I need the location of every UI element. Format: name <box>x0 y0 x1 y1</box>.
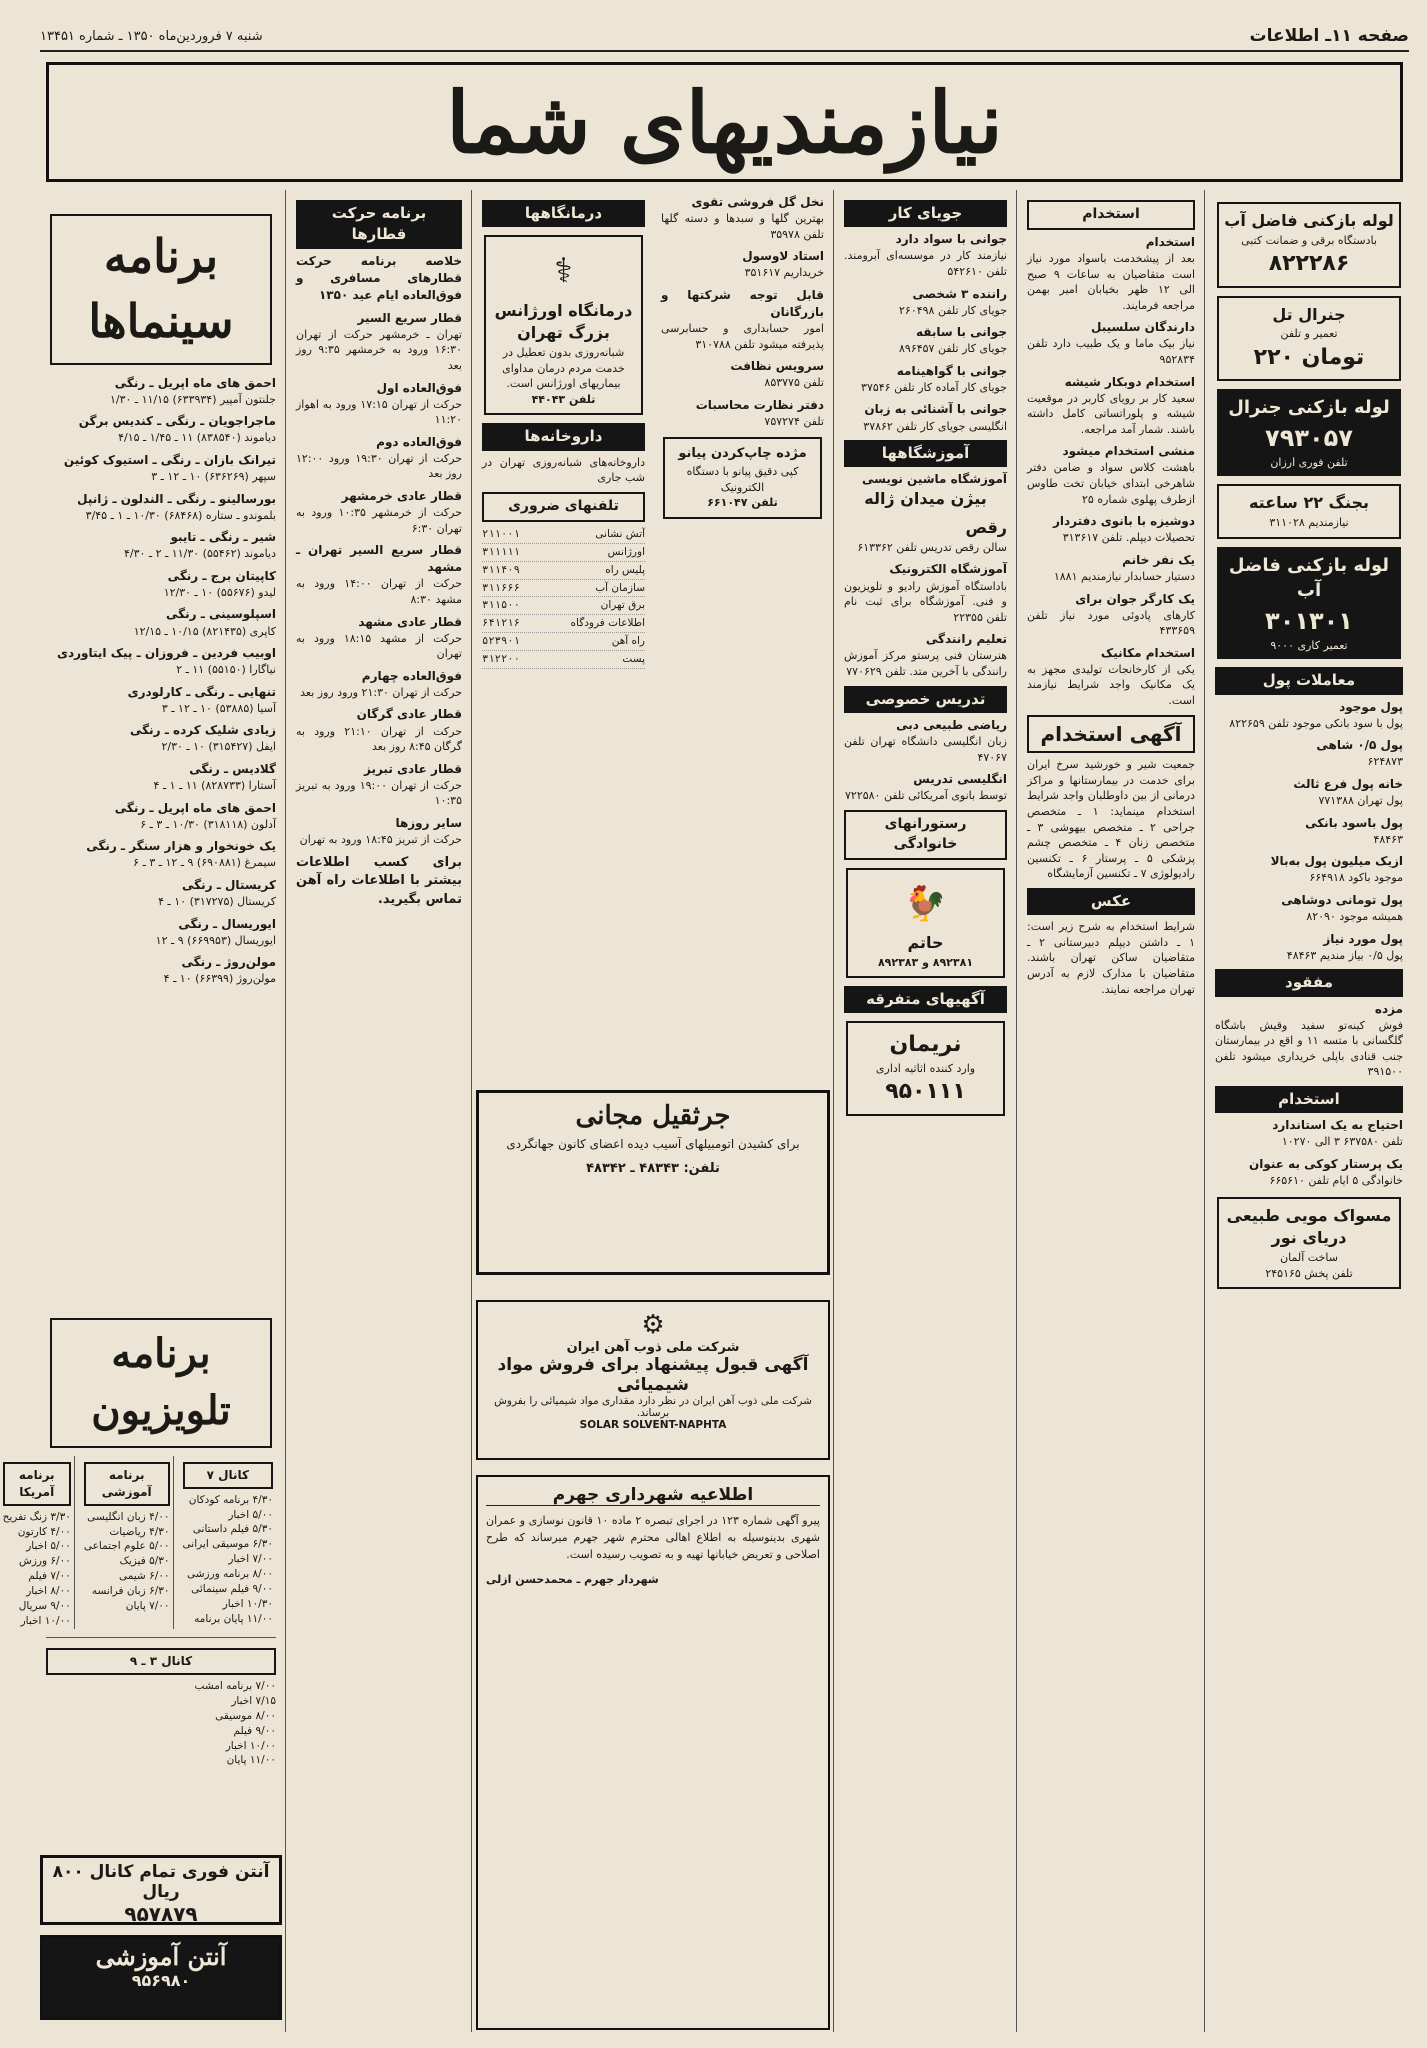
money-item: پول ۰/۵ شاهی ۶۲۴۸۷۳ <box>1316 738 1403 769</box>
page-number: صفحه ۱۱ـ اطلاعات <box>1249 26 1409 46</box>
directory-row: اورژانس ۳۱۱۱۱۱ <box>482 544 645 562</box>
notice-jahrom-municipality: اطلاعیه شهرداری جهرم پیرو آگهی شماره ۱۲۳ در اجرای تبصره ۲ ماده ۱۰ قانون نوسازی و عمران شهری بدینوسیله به اطلاع اهالی محترم شهر جهرم میرساند که طرح اصلاحی و تعریض خیابانها تهیه و به تصویب رسیده است. شهردار جهرم ـ محمدحسن ازلی <box>476 1475 830 2030</box>
issue-number: شماره ۱۳۴۵۱ <box>40 28 115 44</box>
ad-iron-company: ⚙ شرکت ملی ذوب آهن ایران آگهی قبول پیشنهاد برای فروش مواد شیمیائی شرکت ملی ذوب آهن ایران در نظر دارد مقداری مواد شیمیائی را بفروش برساند. SOLAR SOLVENT-NAPHTA <box>476 1300 830 1460</box>
hire-item: استخدام بعد از پیشخدمت باسواد مورد نیاز است متقاضیان به ساعات ۹ صبح الی ۱۲ ظهر بخیابان امیر بهمن مراجعه فرمایند. <box>1027 234 1195 312</box>
section-header-lost: مفقود <box>1215 969 1403 996</box>
section-header-work: جویای کار <box>844 200 1007 227</box>
issue-info <box>40 29 263 44</box>
ad-drain-1: لوله بازکنی فاضل آب بادستگاه برقی و ضمانت کتبی ۸۲۲۲۸۶ <box>1217 202 1401 288</box>
money-item: پول مورد نیاز پول ۰/۵ بیاز مندیم ۴۸۴۶۳ <box>1286 931 1403 962</box>
column-divider <box>833 190 834 2032</box>
ad-antenna-1: آنتن فوری تمام کانال ۸۰۰ ریال ۹۵۷۸۷۹ <box>40 1855 282 1925</box>
money-item: پول موجود پول با سود بانکی موجود تلفن ۸۲۲۶۵۹ <box>1229 699 1403 730</box>
section-header-misc: آگهیهای متفرقه <box>844 986 1007 1013</box>
work-item: جوانی با آشنائی به زبان انگلیسی جویای کار تلفن ۳۷۸۶۲ <box>863 402 1007 433</box>
photo-body: شرایط استخدام به شرح زیر است: ۱ ـ داشتن دیپلم دبیرستانی ۲ ـ متقاضیان ساکن تهران باشند. متقاضیان با مدارک لازم به آدرس تهران مراجعه نمایند. <box>1027 920 1195 996</box>
pharmacy-body: داروخانه‌های شبانه‌روزی تهران در شب جاری <box>482 455 645 485</box>
directory-row: اطلاعات فرودگاه ۶۴۱۲۱۶ <box>482 615 645 633</box>
hire-item: منشی استخدام میشود باهشت کلاس سواد و ضامن دفتر شاهرخی ابتدای خیابان تخت طاوس ازطرف پهلوی شماره ۲۵ <box>1027 444 1195 506</box>
ad-general-tel: جنرال تل تعمیر و تلفن ۲۲۰ تومان <box>1217 296 1401 382</box>
page-date: شنبه ۷ فروردین‌ماه ۱۳۵۰ ـ <box>118 28 263 44</box>
column-cinema <box>40 190 282 1288</box>
service-item: استاد لاوسول خریداریم ۳۵۱۶۱۷ <box>742 249 824 280</box>
train-item: قطار عادی گرگان حرکت از تهران ۲۱:۱۰ ورود به گرگان ۸:۴۵ روز بعد <box>296 707 462 754</box>
hire-item: یک کارگر جوان برای کارهای پادوئی مورد نیاز تلفن ۴۳۳۶۵۹ <box>1027 591 1195 638</box>
train-item: قطار سریع السیر تهران ـ خرمشهر حرکت از تهران ۱۶:۳۰ ورود به خرمشهر ۹:۳۵ روز بعد <box>296 310 462 372</box>
film-item: یک خونخوار و هزار سنگر ـ رنگی سیمرغ (۶۹۰۸۸۱) ۹ ـ ۱۲ ـ ۳ ـ ۶ <box>86 839 276 870</box>
train-item: قطار عادی تبریز حرکت از تهران ۱۹:۰۰ ورود به تبریز ۱۰:۳۵ <box>296 761 462 808</box>
column-clinics <box>476 190 651 1083</box>
directory-row: پست ۳۱۲۲۰۰ <box>482 651 645 669</box>
hire-item: دوشیزه با بانوی دفتردار تحصیلات دیپلم. تلفن ۳۱۳۶۱۷ <box>1052 514 1195 545</box>
phone-directory <box>482 526 645 669</box>
rooster-icon: 🐓 <box>904 883 947 924</box>
tv-program-title: برنامه تلویزیون <box>50 1318 272 1448</box>
directory-row: برق تهران ۳۱۱۵۰۰ <box>482 597 645 615</box>
section-header-directory: تلفنهای ضروری <box>482 492 645 522</box>
ad-bijang: بجنگ ۲۲ ساعته نیازمندیم ۳۱۱۰۲۸ <box>1217 484 1401 538</box>
ad-nariman: نریمان وارد کننده اثاثیه اداری ۹۵۰۱۱۱ <box>846 1021 1005 1115</box>
ad-restaurant-hatam: 🐓 حاتم ۸۹۲۳۸۱ و ۸۹۲۳۸۳ <box>846 868 1005 979</box>
section-header-hire-2: استخدام <box>1215 1086 1403 1113</box>
section-header-money: معاملات پول <box>1215 667 1403 694</box>
service-item: دفتر نظارت محاسبات تلفن ۷۵۷۲۷۴ <box>695 397 824 428</box>
train-item: فوق‌العاده چهارم حرکت از تهران ۲۱:۳۰ ورود روز بعد <box>300 668 462 699</box>
lost-item: مزده فوش کینه‌تو سفید وقیش باشگاه گلگسانی با متسه ۱۱ و اقع در بیمارستان جنب قنادی باپلی خریداری میشود تلفن ۳۹۱۵۰۰ <box>1215 1001 1403 1079</box>
film-item: احمق های ماه اپریل ـ رنگی جلنتون آمپیر (۶۳۳۹۳۴) ۱۱/۱۵ ـ ۱/۳۰ <box>109 375 276 406</box>
ad-drain-general: لوله بازکنی جنرال ۷۹۳۰۵۷ تلفن فوری ارزان <box>1217 389 1401 476</box>
column-divider <box>471 190 472 2032</box>
film-item: اسپلوسینی ـ رنگی کاپری (۸۲۱۴۳۵) ۱۰/۱۵ ـ ۱۲/۱۵ <box>133 607 276 638</box>
directory-row: راه آهن ۵۲۳۹۰۱ <box>482 633 645 651</box>
section-banner: نیازمندیهای شما <box>46 62 1403 182</box>
column-hiring <box>1021 190 1201 2032</box>
column-tv <box>2 1300 282 1848</box>
money-item: پول تومانی دوشاهی همیشه موجود ۸۲۰۹۰ <box>1281 892 1403 923</box>
film-item: بورسالینو ـ رنگی ـ الندلون ـ ژانپل بلموندو ـ ستاره (۶۸۴۶۸) ۱۰/۳۰ ـ ۱ ـ ۳/۴۵ <box>77 491 276 522</box>
section-header-hire: استخدام <box>1027 200 1195 230</box>
film-item: اوبیب فردین ـ فروزان ـ پیک ایتاوردی نیاگارا (۵۵۱۵۰) ۱۱ ـ ۲ <box>56 646 276 677</box>
film-item: شیر ـ رنگی ـ تایبو دیاموند (۵۵۴۶۲) ۱۱/۳۰ ـ ۲ ـ ۴/۳۰ <box>124 530 276 561</box>
film-item: کریستال ـ رنگی کریستال (۳۱۷۲۷۵) ۱۰ ـ ۴ <box>158 877 276 908</box>
section-header-restaurants: رستورانهای خانوادگی <box>844 810 1007 860</box>
train-item: فوق‌العاده اول حرکت از تهران ۱۷:۱۵ ورود به اهواز ۱۱:۲۰ <box>296 380 462 427</box>
ad-drain-2: لوله بازکنی فاضل آب ۳۰۱۳۰۱ تعمیر کاری ۹۰۰۰ <box>1217 547 1401 660</box>
page-header <box>40 22 1409 52</box>
column-jobs-schools <box>838 190 1013 2032</box>
money-item: پول باسود بانکی ۴۸۴۶۳ <box>1305 815 1403 846</box>
directory-row: سازمان آب ۳۱۱۶۶۶ <box>482 580 645 598</box>
hire-item: استخدام دوبکار شیشه سعید کار بر رویای کاربر در موقعیت شیشه و پلوراتساتی کامل داشته باشند. شمار آمد مراجعه. <box>1027 374 1195 436</box>
school-item: آموزشگاه ماشین نویسی بیژن میدان ژاله <box>861 472 1007 509</box>
column-trains <box>290 190 468 2032</box>
train-item: قطار سریع السیر تهران ـ مشهد حرکت از تهران ۱۴:۰۰ ورود به مشهد ۸:۳۰ <box>296 543 462 606</box>
column-services-right <box>655 190 830 1083</box>
hire-item: یک پرستار کوکی به عنوان خانوادگی ۵ ایام تلفن ۶۶۵۶۱۰ <box>1249 1156 1403 1187</box>
newspaper-page <box>2 0 1427 2048</box>
film-item: گلادیس ـ رنگی آستارا (۸۲۸۷۳۳) ۱۱ ـ ۱ ـ ۴ <box>153 762 276 793</box>
train-intro: خلاصه برنامه حرکت قطارهای مسافری و فوق‌العاده ایام عید ۱۳۵۰ <box>296 253 462 302</box>
directory-row: پلیس راه ۳۱۱۴۰۹ <box>482 562 645 580</box>
private-item: ریاضی طبیعی دبی زبان انگلیسی دانشگاه تهران تلفن ۴۷۰۶۷ <box>844 717 1007 764</box>
money-item: ازیک میلیون پول به‌بالا موجود باکود ۶۶۴۹۱۸ <box>1270 854 1403 885</box>
hire-item: دارندگان سلسیبل نیاز بیک ماما و یک طبیب دارد تلفن ۹۵۲۸۳۴ <box>1027 320 1195 366</box>
service-item: قابل توجه شرکتها و بازرگانان امور حسابداری و حسابرسی پذیرفته میشود تلفن ۳۱۰۷۸۸ <box>661 287 824 351</box>
section-header-schools: آموزشگاهها <box>844 440 1007 467</box>
column-ads-money <box>1209 190 1409 2032</box>
money-item: خانه پول فرع ثالث پول تهران ۷۷۱۳۸۸ <box>1293 777 1403 808</box>
train-item: سایر روزها حرکت از تبریز ۱۸:۴۵ ورود به تهران <box>299 815 462 846</box>
service-item: نخل گل فروشی تقوی بهترین گلها و سبدها و دسته گلها تلفن ۳۵۹۷۸ <box>661 195 824 241</box>
section-header-private: تدریس خصوصی <box>844 686 1007 713</box>
tv-channel: کانال ۷ ۴/۳۰ برنامه کودکان ۵/۰۰ اخبار ۵/۳۰ فیلم داستانی ۶/۳۰ موسیقی ایرانی ۷/۰۰ اخبار ۸/۰۰ برنامه ورزشی ۹/۰۰ فیلم سینمائی ۱۰/۳۰ اخبار ۱۱/۰۰ پایان برنامه <box>180 1456 276 1629</box>
hire-item: احتیاج به یک استاندارد تلفن ۶۳۷۵۸۰ ۳ الی ۱۰۲۷۰ <box>1272 1118 1403 1149</box>
train-item: قطار عادی خرمشهر حرکت از خرمشهر ۱۰:۳۵ ورود به تهران ۶:۳۰ <box>296 489 462 535</box>
company-emblem-icon: ⚙ <box>641 1310 665 1340</box>
film-item: زیادی شلیک کرده ـ رنگی ایفل (۳۱۵۴۲۷) ۱۰ ـ ۲/۳۰ <box>130 723 276 754</box>
ad-antenna-2: آنتن آموزشی ۹۵۶۹۸۰ <box>40 1935 282 2020</box>
section-header-trains: برنامه حرکت قطارها <box>296 200 462 249</box>
ad-piano-copy: مژده چاپ‌کردن پیانو کپی دقیق پیانو با دستگاه الکترونیک تلفن ۶۶۱۰۴۷ <box>663 437 822 518</box>
school-item: آموزشگاه الکترونیک باداستگاه آموزش رادیو و تلویزیون و فنی. آموزشگاه برای ثبت نام تلفن ۲۲۳۵۵ <box>844 562 1007 624</box>
ad-free-crane: جرثقیل مجانی برای کشیدن اتومبیلهای آسیب دیده اعضای کانون جهانگردی تلفن: ۴۸۳۴۳ ـ ۴۸۳۴۲ <box>476 1090 830 1275</box>
film-item: تیرانک بازان ـ رنگی ـ استیوک کوئین سپهر (۶۳۶۲۶۹) ۱۰ ـ ۱۲ ـ ۳ <box>63 452 276 483</box>
directory-row: آتش نشانی ۲۱۱۰۰۱ <box>482 526 645 544</box>
tv-channel: برنامه آموزشی ۴/۰۰ زبان انگلیسی ۴/۳۰ ریاضیات ۵/۰۰ علوم اجتماعی ۵/۳۰ فیزیک ۶/۰۰ شیمی ۶/۳۰ زبان فرانسه ۷/۰۰ پایان <box>81 1456 174 1629</box>
work-item: راننده ۳ شخصی جویای کار تلفن ۲۶۰۴۹۸ <box>899 286 1007 317</box>
private-item: انگلیسی تدریس توسط بانوی آمریکائی تلفن ۷۲۲۵۸۰ <box>845 772 1007 803</box>
tv-channel-grid <box>2 1456 276 1629</box>
notice-body: جمعیت شیر و خورشید سرخ ایران برای خدمت در بیمارستانها و مراکز درمانی از بین داوطلبان واجد شرایط استخدام مینماید: ۱ ـ متخصص جراحی ۲ ـ متخصص بیهوشی ۳ ـ متخصص زنان ۴ ـ متخصص چشم پزشکی ۵ ـ پرستار ۶ ـ تکنسین رادیولوژی ۷ ـ تکنسین آزمایشگاه <box>1027 758 1196 881</box>
tv-channel: برنامه آمریکا ۳/۳۰ زنگ تفریح ۴/۰۰ کارتون ۵/۰۰ اخبار ۶/۰۰ ورزش ۷/۰۰ فیلم ۸/۰۰ اخبار ۹/۰۰ سریال ۱۰/۰۰ اخبار <box>0 1456 75 1629</box>
clinic-emblem-icon: ⚕ <box>554 251 573 292</box>
film-item: کاپیتان برج ـ رنگی لیدو (۵۵۶۷۶) ۱۰ ـ ۱۲/۳۰ <box>163 568 276 599</box>
train-item: قطار عادی مشهد حرکت از مشهد ۱۸:۱۵ ورود به تهران <box>296 614 462 661</box>
ad-toothbrush: مسواک مویی طبیعی دریای نور ساخت آلمان تلفن پخش ۲۴۵۱۶۵ <box>1217 1197 1401 1290</box>
hire-item: یک نفر خانم دستیار حسابدار نیازمندیم ۱۸۸۱ <box>1053 552 1195 583</box>
service-item: سرویس نظافت تلفن ۸۵۳۷۷۵ <box>730 359 824 390</box>
section-header-photo: عکس <box>1027 888 1195 915</box>
section-header-pharmacy: داروخانه‌ها <box>482 423 645 450</box>
work-item: جوانی با سواد دارد نیازمند کار در موسسه‌ای آبرومند. تلفن ۵۴۲۶۱۰ <box>844 232 1007 278</box>
film-list <box>46 375 276 993</box>
column-divider <box>1204 190 1205 2032</box>
film-item: ایوریسال ـ رنگی ایوریسال (۶۶۹۹۵۳) ۹ ـ ۱۲ <box>155 916 276 947</box>
column-divider <box>1016 190 1017 2032</box>
school-item: تعلیم رانندگی هنرستان فنی پرستو مرکز آموزش رانندگی با آخرین متد. تلفن ۷۷۰۶۲۹ <box>844 632 1007 678</box>
film-item: ماجراجویان ـ رنگی ـ کندیس برگن دیاموند (۸۳۸۵۴۰) ۱۱ ـ ۱/۴۵ ـ ۴/۱۵ <box>78 414 276 445</box>
film-item: تنهایی ـ رنگی ـ کارلودری آسیا (۵۳۸۸۵) ۱۰ ـ ۱۲ ـ ۳ <box>127 684 276 715</box>
cinema-program-title: برنامه سینماها <box>50 214 272 365</box>
train-item: فوق‌العاده دوم حرکت از تهران ۱۹:۳۰ ورود ۱۲:۰۰ روز بعد <box>296 434 462 481</box>
train-note: برای کسب اطلاعات بیشتر با اطلاعات راه آهن تماس بگیرید. <box>296 854 462 907</box>
hire-item: استخدام مکانیک یکی از کارخانجات تولیدی مجهز به یک مکانیک واجد شرایط نیازمند است. <box>1027 645 1195 708</box>
section-header-notice: آگهی استخدام <box>1027 715 1195 753</box>
work-item: جوانی با سابقه جویای کار تلفن ۸۹۶۴۵۷ <box>899 325 1007 356</box>
ad-emergency-clinic: ⚕ درمانگاه اورژانس بزرگ تهران شبانه‌روزی بدون تعطیل در خدمت مردم درمان مداوای بیماریهای اورژانس است. تلفن ۴۴۰۴۳ <box>484 235 643 415</box>
school-item: رقص سالن رقص تدریس تلفن ۶۱۳۳۶۲ <box>857 518 1007 554</box>
column-divider <box>285 190 286 2032</box>
section-header-medical: درمانگاهها <box>482 200 645 227</box>
film-item: مولن‌روژ ـ رنگی مولن‌روژ (۶۶۳۹۹) ۱۰ ـ ۴ <box>163 955 276 986</box>
tv-channel-3: کانال ۳ ـ ۹ ۷/۰۰ برنامه امشب ۷/۱۵ اخبار ۸/۰۰ موسیقی ۹/۰۰ فیلم ۱۰/۰۰ اخبار ۱۱/۰۰ پایان <box>46 1637 276 1768</box>
work-item: جوانی با گواهینامه جویای کار آماده کار تلفن ۳۷۵۴۶ <box>861 363 1007 394</box>
film-item: احمق های ماه اپریل ـ رنگی آدلون (۳۱۸۱۱۸) ۱۰/۳۰ ـ ۳ ـ ۶ <box>114 800 276 831</box>
